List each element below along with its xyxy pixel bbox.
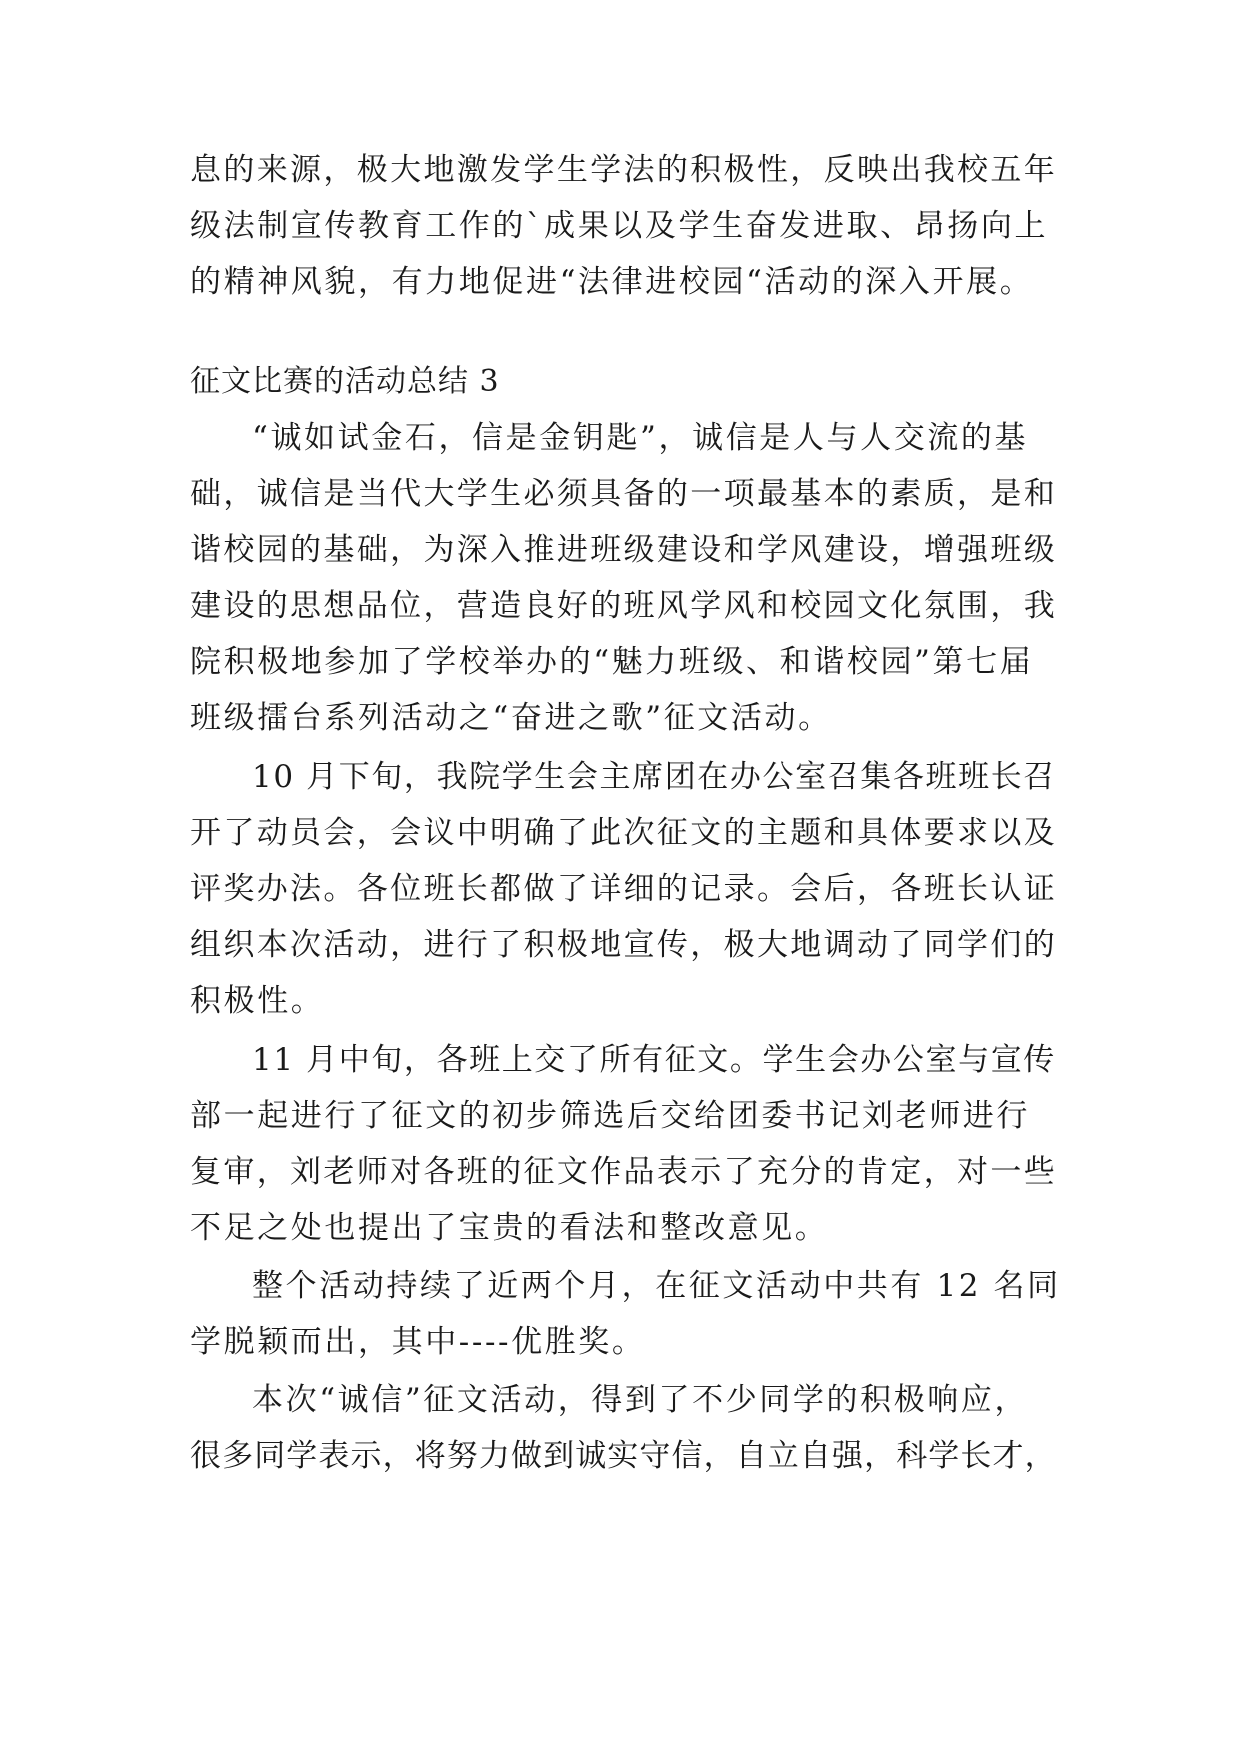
text-line: 础，诚信是当代大学生必须具备的一项最基本的素质，是和 xyxy=(190,476,1058,512)
text-line: 评奖办法。各位班长都做了详细的记录。会后，各班长认证 xyxy=(190,871,1058,907)
text-line: “诚如试金石，信是金钥匙”，诚信是人与人交流的基 xyxy=(252,420,1029,456)
text-line: 10 月下旬，我院学生会主席团在办公室召集各班班长召 xyxy=(252,759,1056,795)
text-line: 的精神风貌，有力地促进“法律进校园“活动的深入开展。 xyxy=(190,264,1034,300)
text-line: 不足之处也提出了宝贵的看法和整改意见。 xyxy=(190,1210,829,1246)
text-line: 部一起进行了征文的初步筛选后交给团委书记刘老师进行 xyxy=(190,1098,1030,1134)
section-title: 征文比赛的活动总结 3 xyxy=(190,364,500,399)
text-line: 复审，刘老师对各班的征文作品表示了充分的肯定，对一些 xyxy=(190,1154,1058,1190)
text-line: 开了动员会，会议中明确了此次征文的主题和具体要求以及 xyxy=(190,815,1058,851)
text-line: 谐校园的基础，为深入推进班级建设和学风建设，增强班级 xyxy=(190,532,1058,568)
text-line: 学脱颖而出，其中----优胜奖。 xyxy=(190,1324,646,1360)
text-line: 班级擂台系列活动之“奋进之歌”征文活动。 xyxy=(190,700,832,736)
text-line: 本次“诚信”征文活动，得到了不少同学的积极响应， xyxy=(252,1382,1029,1418)
text-line: 组织本次活动，进行了积极地宣传，极大地调动了同学们的 xyxy=(190,927,1058,963)
text-line: 整个活动持续了近两个月，在征文活动中共有 12 名同 xyxy=(252,1268,1061,1304)
text-line: 息的来源，极大地激发学生学法的积极性，反映出我校五年 xyxy=(190,152,1058,188)
text-line: 级法制宣传教育工作的`成果以及学生奋发进取、昂扬向上 xyxy=(190,208,1049,244)
text-line: 11 月中旬，各班上交了所有征文。学生会办公室与宣传 xyxy=(252,1042,1056,1078)
text-line: 院积极地参加了学校举办的“魅力班级、和谐校园”第七届 xyxy=(190,644,1034,680)
text-line: 积极性。 xyxy=(190,983,325,1019)
text-line: 很多同学表示，将努力做到诚实守信，自立自强，科学长才， xyxy=(190,1438,1057,1474)
text-line: 建设的思想品位，营造良好的班风学风和校园文化氛围，我 xyxy=(190,588,1058,624)
